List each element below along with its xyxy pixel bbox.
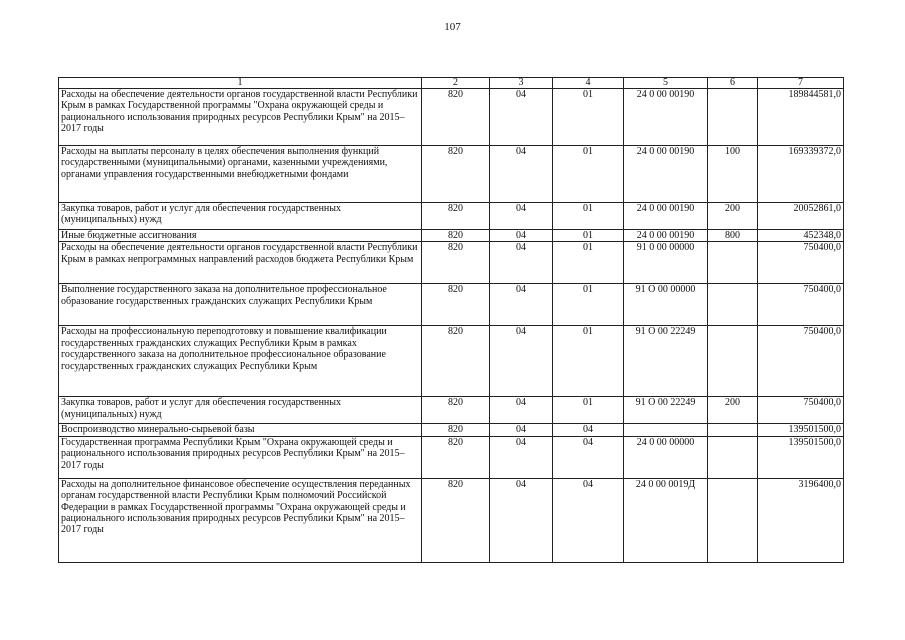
table-row [59,478,844,562]
row-section: 04 [490,326,553,397]
row-ministry: 820 [422,397,490,424]
row-type [708,424,758,436]
row-subsection: 01 [553,203,624,230]
row-type: 800 [708,230,758,242]
row-type [708,436,758,478]
row-subsection: 01 [553,230,624,242]
header-col-1: 1 [59,78,422,89]
row-name: Расходы на выплаты персоналу в целях обеспечения выполнения функций государственными (муниципальными) органами, казенными учреждениями, органами управления государственными внебюджетными фондами [59,146,422,203]
row-amount: 20052861,0 [758,203,844,230]
row-subsection: 01 [553,242,624,284]
row-type [708,478,758,562]
table-row [59,242,844,284]
row-section: 04 [490,284,553,326]
row-name: Расходы на дополнительное финансовое обеспечение осуществления переданных органам государственной власти Республики Крым полномочий Российской Федерации в рамках Государственной программы "Охрана окружающей среды и рационального использования природных ресурсов Республики Крым" на 2015–2017 годы [59,478,422,562]
row-target: 24 0 00 00190 [624,230,708,242]
row-subsection: 04 [553,436,624,478]
row-ministry: 820 [422,146,490,203]
row-section: 04 [490,397,553,424]
row-name: Расходы на обеспечение деятельности органов государственной власти Республики Крым в рамках непрограммных направлений расходов бюджета Республики Крым [59,242,422,284]
row-type [708,89,758,146]
row-ministry: 820 [422,478,490,562]
table-row [59,146,844,203]
row-amount: 750400,0 [758,326,844,397]
header-col-4: 4 [553,78,624,89]
row-target: 24 0 00 00190 [624,203,708,230]
header-col-7: 7 [758,78,844,89]
row-ministry: 820 [422,230,490,242]
row-name: Выполнение государственного заказа на дополнительное профессиональное образование государственных гражданских служащих Республики Крым [59,284,422,326]
header-col-2: 2 [422,78,490,89]
row-section: 04 [490,424,553,436]
row-section: 04 [490,230,553,242]
row-name: Государственная программа Республики Крым "Охрана окружающей среды и рационального использования природных ресурсов Республики Крым" на 2015–2017 годы [59,436,422,478]
row-name: Воспроизводство минерально-сырьевой базы [59,424,422,436]
row-subsection: 04 [553,478,624,562]
header-row [59,78,844,89]
row-subsection: 01 [553,284,624,326]
row-amount: 750400,0 [758,242,844,284]
row-ministry: 820 [422,284,490,326]
table-row [59,89,844,146]
row-target: 24 0 00 00190 [624,146,708,203]
row-subsection: 04 [553,424,624,436]
row-type [708,242,758,284]
header-col-6: 6 [708,78,758,89]
row-ministry: 820 [422,242,490,284]
row-section: 04 [490,89,553,146]
row-amount: 750400,0 [758,284,844,326]
row-type: 200 [708,397,758,424]
row-subsection: 01 [553,89,624,146]
row-subsection: 01 [553,146,624,203]
table-row [59,230,844,242]
row-name: Расходы на профессиональную переподготовку и повышение квалификации государственных гражданских служащих Республики Крым в рамках государственного заказа на дополнительное профессиональное образование государственных гражданских служащих Республики Крым [59,326,422,397]
row-type: 200 [708,203,758,230]
row-amount: 452348,0 [758,230,844,242]
row-ministry: 820 [422,424,490,436]
header-col-3: 3 [490,78,553,89]
row-type [708,326,758,397]
table-row [59,203,844,230]
row-target: 91 0 00 00000 [624,242,708,284]
row-ministry: 820 [422,203,490,230]
row-amount: 169339372,0 [758,146,844,203]
row-name: Закупка товаров, работ и услуг для обеспечения государственных (муниципальных) нужд [59,203,422,230]
row-ministry: 820 [422,89,490,146]
row-amount: 750400,0 [758,397,844,424]
row-section: 04 [490,478,553,562]
row-name: Закупка товаров, работ и услуг для обеспечения государственных (муниципальных) нужд [59,397,422,424]
header-col-5: 5 [624,78,708,89]
row-subsection: 01 [553,326,624,397]
row-name: Расходы на обеспечение деятельности органов государственной власти Республики Крым в рамках Государственной программы "Охрана окружающей среды и рационального использования природных ресурсов Республики Крым" на 2015–2017 годы [59,89,422,146]
row-ministry: 820 [422,326,490,397]
row-target [624,424,708,436]
row-target: 24 0 00 00190 [624,89,708,146]
row-amount: 139501500,0 [758,436,844,478]
table-row [59,397,844,424]
row-type [708,284,758,326]
row-section: 04 [490,203,553,230]
budget-table [58,77,844,563]
table-row [59,284,844,326]
row-name: Иные бюджетные ассигнования [59,230,422,242]
row-amount: 139501500,0 [758,424,844,436]
row-section: 04 [490,242,553,284]
row-ministry: 820 [422,436,490,478]
row-target: 24 0 00 0019Д [624,478,708,562]
row-target: 91 О 00 22249 [624,397,708,424]
page-number: 107 [444,21,461,33]
row-target: 24 0 00 00000 [624,436,708,478]
row-amount: 3196400,0 [758,478,844,562]
row-type: 100 [708,146,758,203]
table-row [59,326,844,397]
row-section: 04 [490,146,553,203]
row-target: 91 О 00 00000 [624,284,708,326]
row-target: 91 О 00 22249 [624,326,708,397]
row-section: 04 [490,436,553,478]
row-amount: 189844581,0 [758,89,844,146]
table-row [59,424,844,436]
table-row [59,436,844,478]
row-subsection: 01 [553,397,624,424]
